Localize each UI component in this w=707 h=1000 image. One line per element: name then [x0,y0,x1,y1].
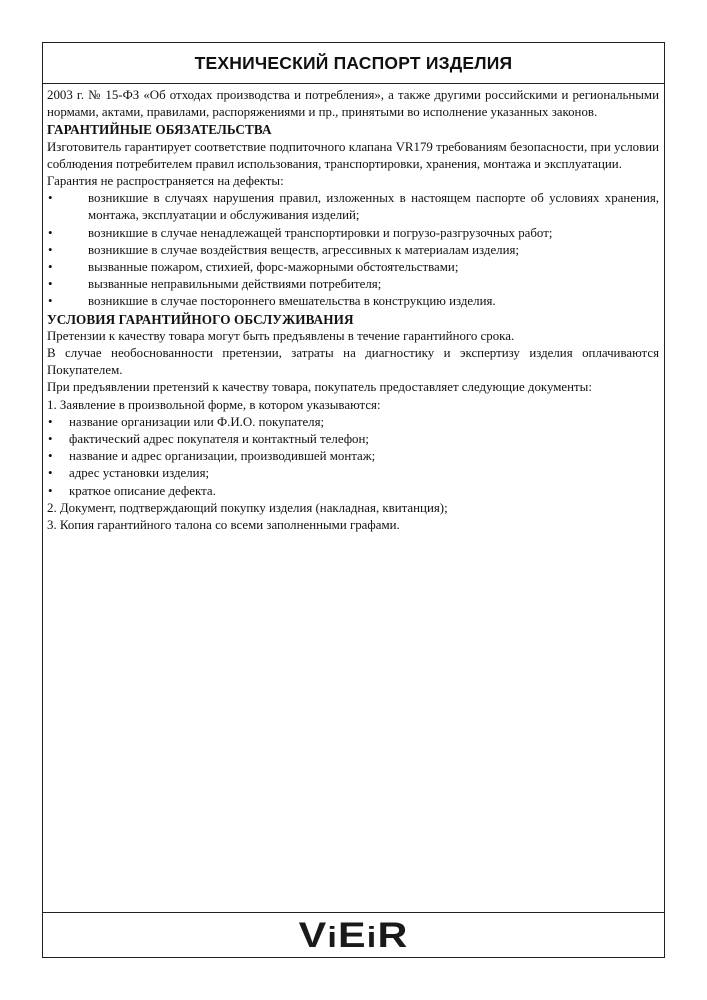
exclusions-intro: Гарантия не распространяется на дефекты: [47,174,284,189]
document-item-2: 2. Документ, подтверждающий покупку изделия (накладная, квитанция); [47,500,448,515]
exclusion-item: • вызванные пожаром, стихией, форс-мажорными обстоятельствами; [47,259,659,276]
document-body [47,87,659,534]
page-title: ТЕХНИЧЕСКИЙ ПАСПОРТ ИЗДЕЛИЯ [194,52,513,73]
exclusion-item: • возникшие в случае ненадлежащей транспортировки и погрузо-разгрузочных работ; [47,225,659,242]
warranty-heading: ГАРАНТИЙНЫЕ ОБЯЗАТЕЛЬСТВА [47,122,272,138]
service-paragraph-2: В случае необоснованности претензии, затраты на диагностику и экспертизу изделия оплачиваются Покупателем. [47,346,659,378]
exclusion-item: • возникшие в случаях нарушения правил, изложенных в настоящем паспорте об условиях хранения, монтажа, эксплуатации и обслуживания изделий; [47,190,659,224]
brand-logo [298,915,409,955]
intro-paragraph: 2003 г. № 15-ФЗ «Об отходах производства и потребления», а также другими российскими и региональными нормами, актами, правилами, распоряжениями и пр., принятыми во исполнение указанных законов. [47,88,659,120]
warranty-paragraph: Изготовитель гарантирует соответствие подпиточного клапана VR179 требованиям безопасности, при условии соблюдения потребителем правил использования, транспортировки, хранения, монтажа и эксплуатации. [47,139,659,171]
service-heading: УСЛОВИЯ ГАРАНТИЙНОГО ОБСЛУЖИВАНИЯ [47,311,354,327]
application-detail-item: • краткое описание дефекта. [47,483,659,500]
application-detail-item: • фактический адрес покупателя и контактный телефон; [47,431,659,448]
brand-logo-text: ViEiR [298,915,409,955]
application-detail-item: • название и адрес организации, производившей монтаж; [47,448,659,465]
application-detail-item: • название организации или Ф.И.О. покупателя; [47,414,659,431]
document-item-1: 1. Заявление в произвольной форме, в котором указываются: [47,397,381,412]
exclusion-item: • возникшие в случае воздействия веществ, агрессивных к материалам изделия; [47,242,659,259]
service-paragraph-3: При предъявлении претензий к качеству товара, покупатель предоставляет следующие документы: [47,380,592,395]
service-paragraph-1: Претензии к качеству товара могут быть предъявлены в течение гарантийного срока. [47,328,515,343]
document-item-3: 3. Копия гарантийного талона со всеми заполненными графами. [47,518,400,533]
exclusion-item: • возникшие в случае постороннего вмешательства в конструкцию изделия. [47,293,659,310]
document-frame [42,42,665,958]
footer-box [43,912,664,957]
application-detail-item: • адрес установки изделия; [47,465,659,482]
title-box [43,43,664,84]
exclusion-item: • вызванные неправильными действиями потребителя; [47,276,659,293]
